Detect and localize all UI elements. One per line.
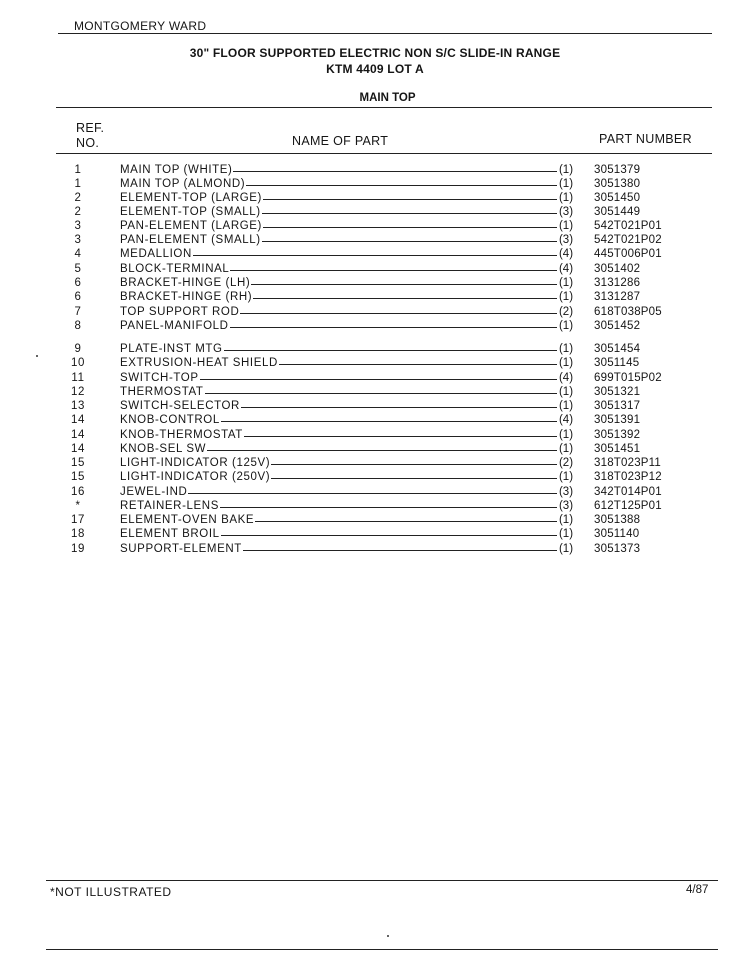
quantity: (1) [558, 192, 574, 204]
table-row [0, 192, 750, 206]
part-number: 699T015P02 [594, 372, 662, 384]
table-row [0, 178, 750, 192]
quantity: (4) [558, 414, 574, 426]
part-number: 342T014P01 [594, 486, 662, 498]
part-number: 542T021P02 [594, 234, 662, 246]
part-number: 3051392 [594, 429, 641, 441]
quantity: (4) [558, 248, 574, 260]
table-row [0, 400, 750, 414]
ref-number: 3 [74, 220, 82, 232]
quantity: (1) [558, 357, 574, 369]
ref-number: 12 [71, 386, 85, 398]
leader-line [221, 421, 557, 422]
ref-number: 6 [74, 277, 82, 289]
table-row [0, 386, 750, 400]
part-name: KNOB-SEL SW [120, 443, 207, 455]
table-row [0, 164, 750, 178]
part-name: SUPPORT-ELEMENT [120, 543, 242, 555]
part-name: MAIN TOP (ALMOND) [120, 178, 246, 190]
table-row [0, 543, 750, 557]
part-name: ELEMENT-OVEN BAKE [120, 514, 255, 526]
part-number: 3051452 [594, 320, 641, 332]
quantity: (3) [558, 500, 574, 512]
quantity: (1) [558, 291, 574, 303]
ref-number: 14 [71, 429, 85, 441]
part-number: 3051451 [594, 443, 641, 455]
ref-number: 3 [74, 234, 82, 246]
quantity: (3) [558, 234, 574, 246]
leader-line [263, 199, 557, 200]
page-title: 30" FLOOR SUPPORTED ELECTRIC NON S/C SLIDE-IN RANGE [189, 46, 561, 60]
part-number: 3051145 [594, 357, 640, 369]
table-row [0, 234, 750, 248]
ref-number: 13 [71, 400, 85, 412]
quantity: (1) [558, 220, 574, 232]
part-name: ELEMENT-TOP (LARGE) [120, 192, 262, 204]
quantity: (1) [558, 528, 574, 540]
ref-number: 11 [71, 372, 85, 384]
quantity: (1) [558, 471, 574, 483]
part-name: KNOB-CONTROL [120, 414, 220, 426]
part-name: ELEMENT-TOP (SMALL) [120, 206, 261, 218]
column-header-ref-line1: REF. [76, 121, 105, 135]
quantity: (3) [558, 486, 574, 498]
ref-number: 8 [74, 320, 82, 332]
table-row [0, 206, 750, 220]
leader-line [221, 535, 557, 536]
leader-line [188, 493, 557, 494]
table-row [0, 514, 750, 528]
leader-line [246, 185, 557, 186]
part-name: SWITCH-SELECTOR [120, 400, 240, 412]
table-row [0, 457, 750, 471]
table-row [0, 357, 750, 371]
part-name: MEDALLION [120, 248, 192, 260]
part-number: 3051373 [594, 543, 641, 555]
quantity: (1) [558, 386, 574, 398]
table-row [0, 277, 750, 291]
leader-line [263, 227, 557, 228]
leader-line [240, 313, 557, 314]
quantity: (2) [558, 457, 574, 469]
footer-rule [46, 880, 718, 881]
leader-line [243, 550, 557, 551]
leader-line [271, 464, 557, 465]
ref-number: 14 [71, 443, 85, 455]
ref-number: * [75, 500, 81, 512]
table-row [0, 291, 750, 305]
quantity: (1) [558, 400, 574, 412]
part-number: 3051450 [594, 192, 641, 204]
part-number: 318T023P11 [594, 457, 662, 469]
leader-line [207, 450, 557, 451]
table-row [0, 429, 750, 443]
leader-line [241, 407, 557, 408]
quantity: (1) [558, 320, 574, 332]
table-row [0, 500, 750, 514]
ref-number: 9 [74, 343, 82, 355]
ref-number: 4 [74, 248, 82, 260]
leader-line [255, 521, 557, 522]
part-name: MAIN TOP (WHITE) [120, 164, 233, 176]
part-name: SWITCH-TOP [120, 372, 199, 384]
quantity: (4) [558, 263, 574, 275]
leader-line [251, 284, 557, 285]
section-rule [56, 107, 712, 108]
ref-number: 16 [71, 486, 85, 498]
quantity: (1) [558, 429, 574, 441]
part-name: BRACKET-HINGE (LH) [120, 277, 251, 289]
ref-number: 1 [74, 178, 82, 190]
part-number: 3051402 [594, 263, 641, 275]
column-header-ref-line2: NO. [76, 136, 100, 150]
quantity: (2) [558, 306, 574, 318]
column-header-part-number: PART NUMBER [599, 132, 692, 146]
part-name: PAN-ELEMENT (SMALL) [120, 234, 261, 246]
table-row [0, 443, 750, 457]
part-name: RETAINER-LENS [120, 500, 219, 512]
part-name: PAN-ELEMENT (LARGE) [120, 220, 262, 232]
quantity: (1) [558, 164, 574, 176]
part-number: 3131286 [594, 277, 641, 289]
part-number: 3051321 [594, 386, 641, 398]
part-name: ELEMENT BROIL [120, 528, 220, 540]
footnote: *NOT ILLUSTRATED [50, 885, 172, 899]
ref-number: 10 [71, 357, 85, 369]
leader-line [279, 364, 557, 365]
part-number: 445T006P01 [594, 248, 662, 260]
quantity: (1) [558, 343, 574, 355]
table-row [0, 414, 750, 428]
leader-line [200, 379, 557, 380]
table-row [0, 528, 750, 542]
part-name: EXTRUSION-HEAT SHIELD [120, 357, 278, 369]
part-name: TOP SUPPORT ROD [120, 306, 240, 318]
part-number: 3051391 [594, 414, 641, 426]
column-header-name: NAME OF PART [292, 134, 389, 148]
part-name: PLATE-INST MTG [120, 343, 223, 355]
leader-line [205, 393, 557, 394]
part-name: LIGHT-INDICATOR (125V) [120, 457, 271, 469]
ref-number: 7 [74, 306, 82, 318]
quantity: (3) [558, 206, 574, 218]
ref-number: 2 [74, 192, 82, 204]
table-row [0, 372, 750, 386]
ref-number: 15 [71, 471, 85, 483]
ref-number: 17 [71, 514, 85, 526]
part-number: 3051317 [594, 400, 641, 412]
part-name: BLOCK-TERMINAL [120, 263, 230, 275]
ref-number: 14 [71, 414, 85, 426]
leader-line [224, 350, 557, 351]
table-header-rule [56, 153, 712, 154]
bottom-rule [46, 949, 718, 950]
part-number: 618T038P05 [594, 306, 662, 318]
ref-number: 1 [74, 164, 82, 176]
ref-number: 5 [74, 263, 82, 275]
leader-line [244, 436, 557, 437]
leader-line [271, 478, 557, 479]
table-row [0, 263, 750, 277]
part-name: THERMOSTAT [120, 386, 204, 398]
ref-number: 15 [71, 457, 85, 469]
header-rule [58, 33, 712, 34]
table-row [0, 320, 750, 334]
leader-line [233, 171, 557, 172]
part-name: BRACKET-HINGE (RH) [120, 291, 253, 303]
leader-line [253, 298, 557, 299]
leader-line [262, 213, 557, 214]
part-number: 3051449 [594, 206, 641, 218]
leader-line [230, 270, 557, 271]
ref-number: 2 [74, 206, 82, 218]
part-number: 612T125P01 [594, 500, 662, 512]
revision-date: 4/87 [686, 884, 709, 896]
part-number: 3051379 [594, 164, 641, 176]
section-title: MAIN TOP [359, 92, 416, 104]
part-number: 3051454 [594, 343, 641, 355]
part-number: 542T021P01 [594, 220, 662, 232]
table-row [0, 306, 750, 320]
leader-line [262, 241, 557, 242]
brand-name: MONTGOMERY WARD [74, 19, 207, 33]
quantity: (1) [558, 178, 574, 190]
model-number: KTM 4409 LOT A [326, 62, 424, 76]
table-row [0, 486, 750, 500]
leader-line [193, 255, 557, 256]
quantity: (1) [558, 277, 574, 289]
scan-speck [387, 935, 389, 937]
quantity: (1) [558, 443, 574, 455]
scan-speck [36, 355, 38, 357]
table-row [0, 471, 750, 485]
part-name: JEWEL-IND [120, 486, 188, 498]
table-row [0, 343, 750, 357]
ref-number: 19 [71, 543, 85, 555]
ref-number: 6 [74, 291, 82, 303]
part-number: 3051140 [594, 528, 640, 540]
quantity: (1) [558, 543, 574, 555]
part-number: 3051388 [594, 514, 641, 526]
leader-line [220, 507, 557, 508]
table-row [0, 248, 750, 262]
ref-number: 18 [71, 528, 85, 540]
leader-line [230, 327, 557, 328]
quantity: (4) [558, 372, 574, 384]
table-row [0, 220, 750, 234]
part-number: 318T023P12 [594, 471, 662, 483]
part-name: KNOB-THERMOSTAT [120, 429, 243, 441]
part-number: 3131287 [594, 291, 641, 303]
part-number: 3051380 [594, 178, 641, 190]
part-name: PANEL-MANIFOLD [120, 320, 229, 332]
part-name: LIGHT-INDICATOR (250V) [120, 471, 271, 483]
quantity: (1) [558, 514, 574, 526]
